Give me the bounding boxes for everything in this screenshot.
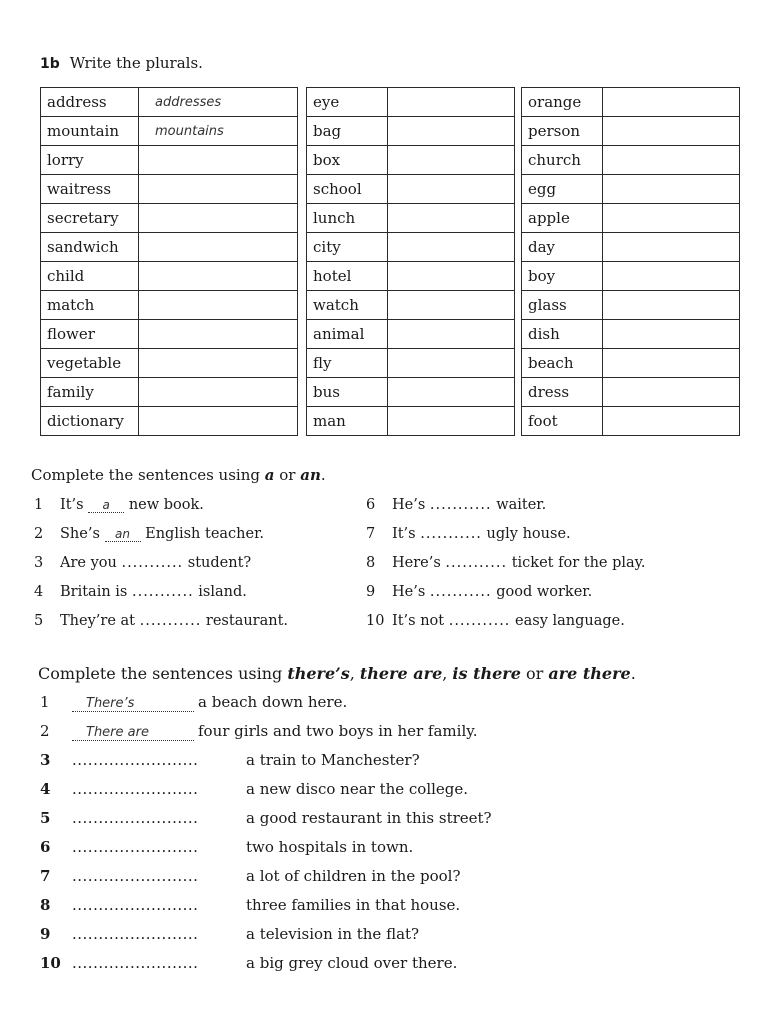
title-text: . bbox=[320, 466, 326, 484]
sentence-text: four girls and two boys in her family. bbox=[198, 722, 478, 740]
singular-word: egg bbox=[522, 175, 603, 204]
there-sentence bbox=[40, 722, 478, 741]
item-number: 9 bbox=[40, 925, 51, 943]
answer-blank[interactable]: ........................ bbox=[72, 838, 199, 856]
answer-blank[interactable]: ........................ bbox=[72, 809, 199, 827]
answer-blank[interactable]: ........... bbox=[121, 555, 184, 571]
item-number: 2 bbox=[34, 526, 44, 542]
item-number: 4 bbox=[34, 584, 44, 600]
singular-word: hotel bbox=[307, 262, 388, 291]
plural-answer-cell[interactable] bbox=[139, 407, 298, 436]
sentence-end: ugly house. bbox=[481, 526, 571, 542]
plural-row bbox=[522, 204, 740, 233]
title-text: or bbox=[520, 664, 549, 683]
title-text: Complete the sentences using bbox=[38, 664, 288, 683]
plural-row bbox=[41, 291, 298, 320]
item-number: 5 bbox=[40, 809, 51, 827]
plural-answer-cell[interactable] bbox=[139, 175, 298, 204]
item-number: 7 bbox=[40, 867, 51, 885]
singular-word: eye bbox=[307, 88, 388, 117]
there-sentence bbox=[40, 780, 468, 798]
plural-row bbox=[307, 407, 515, 436]
plural-row bbox=[41, 349, 298, 378]
answer-blank[interactable]: ........... bbox=[448, 613, 511, 629]
singular-word: dictionary bbox=[41, 407, 139, 436]
plural-row bbox=[522, 117, 740, 146]
plural-answer-cell[interactable] bbox=[139, 320, 298, 349]
answer-blank[interactable]: an bbox=[105, 528, 141, 542]
plural-answer-cell[interactable] bbox=[139, 291, 298, 320]
sentence-start: It’s bbox=[60, 497, 89, 513]
plural-answer-cell[interactable] bbox=[603, 407, 740, 436]
item-number: 9 bbox=[366, 584, 376, 600]
a-an-sentence bbox=[366, 584, 592, 600]
plural-row bbox=[41, 117, 298, 146]
plural-row bbox=[41, 378, 298, 407]
item-number: 4 bbox=[40, 780, 51, 798]
plural-answer-cell[interactable] bbox=[603, 117, 740, 146]
sentence-end: student? bbox=[183, 555, 252, 571]
answer-blank[interactable]: ........... bbox=[139, 613, 202, 629]
singular-word: church bbox=[522, 146, 603, 175]
there-sentence bbox=[40, 838, 413, 856]
a-an-sentence bbox=[34, 584, 247, 600]
plural-row bbox=[41, 407, 298, 436]
plural-answer-cell[interactable] bbox=[603, 320, 740, 349]
plural-row bbox=[41, 262, 298, 291]
sentence-text: three families in that house. bbox=[246, 896, 461, 914]
singular-word: mountain bbox=[41, 117, 139, 146]
plural-row bbox=[41, 146, 298, 175]
sentence-start: He’s bbox=[392, 497, 430, 513]
item-number: 2 bbox=[40, 722, 50, 740]
plural-answer-cell[interactable] bbox=[139, 204, 298, 233]
plural-row bbox=[307, 378, 515, 407]
answer-blank[interactable]: ........... bbox=[420, 526, 482, 542]
plural-answer-cell[interactable] bbox=[603, 233, 740, 262]
sentence-start: It’s not bbox=[392, 613, 449, 629]
item-number: 8 bbox=[40, 896, 51, 914]
sentence-start: Here’s bbox=[392, 555, 446, 571]
plural-row bbox=[522, 262, 740, 291]
singular-word: bus bbox=[307, 378, 388, 407]
plural-row bbox=[41, 320, 298, 349]
sentence-end: good worker. bbox=[491, 584, 593, 600]
plural-row bbox=[522, 407, 740, 436]
sentence-text: a good restaurant in this street? bbox=[246, 809, 492, 827]
singular-word: box bbox=[307, 146, 388, 175]
a-an-sentence bbox=[366, 526, 571, 542]
a-an-sentence bbox=[366, 497, 546, 513]
plurals-table-3 bbox=[521, 87, 740, 436]
plural-answer-cell[interactable] bbox=[388, 204, 515, 233]
answer-blank[interactable]: There’s bbox=[72, 697, 194, 712]
plural-answer-cell[interactable] bbox=[603, 291, 740, 320]
singular-word: apple bbox=[522, 204, 603, 233]
plural-row bbox=[307, 146, 515, 175]
exercise-heading bbox=[40, 54, 203, 72]
plural-row bbox=[522, 378, 740, 407]
answer-blank[interactable]: ........... bbox=[429, 584, 492, 600]
plural-row bbox=[522, 88, 740, 117]
plural-row bbox=[522, 175, 740, 204]
plural-answer-cell[interactable] bbox=[139, 378, 298, 407]
answer-blank[interactable]: ........................ bbox=[72, 925, 199, 943]
singular-word: match bbox=[41, 291, 139, 320]
item-number: 5 bbox=[34, 613, 44, 629]
plural-answer-cell[interactable] bbox=[388, 88, 515, 117]
singular-word: address bbox=[41, 88, 139, 117]
sentence-end: English teacher. bbox=[140, 526, 265, 542]
a-an-sentence bbox=[366, 555, 646, 571]
plural-answer-cell[interactable] bbox=[603, 378, 740, 407]
singular-word: foot bbox=[522, 407, 603, 436]
sentence-end: island. bbox=[193, 584, 247, 600]
item-number: 8 bbox=[366, 555, 376, 571]
plural-answer-cell[interactable] bbox=[388, 262, 515, 291]
plural-row bbox=[522, 291, 740, 320]
there-sentence bbox=[40, 954, 457, 972]
sentence-text: a television in the flat? bbox=[246, 925, 420, 943]
plural-answer-cell[interactable] bbox=[388, 175, 515, 204]
a-an-sentence bbox=[34, 613, 288, 629]
plural-row bbox=[307, 175, 515, 204]
there-sentence bbox=[40, 896, 460, 914]
answer-blank[interactable]: ........... bbox=[131, 584, 194, 600]
answer-blank[interactable]: ........... bbox=[445, 555, 508, 571]
sentence-end: ticket for the play. bbox=[507, 555, 646, 571]
item-number: 6 bbox=[366, 497, 376, 513]
keyword: are there bbox=[548, 664, 631, 683]
plurals-table-1 bbox=[40, 87, 298, 436]
there-sentence bbox=[40, 925, 419, 943]
there-sentence bbox=[40, 751, 420, 769]
singular-word: glass bbox=[522, 291, 603, 320]
answer-blank[interactable]: ........................ bbox=[72, 780, 199, 798]
sentence-end: restaurant. bbox=[201, 613, 289, 629]
plural-row bbox=[41, 233, 298, 262]
singular-word: person bbox=[522, 117, 603, 146]
item-number: 1 bbox=[40, 693, 50, 711]
plural-answer-cell[interactable]: mountains bbox=[139, 117, 298, 146]
item-number: 6 bbox=[40, 838, 51, 856]
plural-row bbox=[307, 233, 515, 262]
plural-answer-cell[interactable] bbox=[139, 146, 298, 175]
plural-row bbox=[522, 320, 740, 349]
plural-answer-cell[interactable] bbox=[139, 349, 298, 378]
plural-row bbox=[307, 291, 515, 320]
exercise-instruction: Write the plurals. bbox=[69, 54, 203, 72]
singular-word: bag bbox=[307, 117, 388, 146]
a-an-section-title bbox=[31, 466, 326, 484]
plural-answer-cell[interactable] bbox=[603, 146, 740, 175]
plural-row bbox=[41, 88, 298, 117]
title-text: , bbox=[442, 664, 453, 683]
singular-word: day bbox=[522, 233, 603, 262]
singular-word: child bbox=[41, 262, 139, 291]
title-text: or bbox=[274, 466, 301, 484]
singular-word: fly bbox=[307, 349, 388, 378]
sentence-start: She’s bbox=[60, 526, 105, 542]
singular-word: sandwich bbox=[41, 233, 139, 262]
item-number: 7 bbox=[366, 526, 376, 542]
sentence-end: new book. bbox=[124, 497, 204, 513]
item-number: 1 bbox=[34, 497, 44, 513]
singular-word: school bbox=[307, 175, 388, 204]
plural-answer-cell[interactable]: addresses bbox=[139, 88, 298, 117]
singular-word: dish bbox=[522, 320, 603, 349]
plural-row bbox=[522, 349, 740, 378]
plural-answer-cell[interactable] bbox=[603, 262, 740, 291]
plural-row bbox=[307, 262, 515, 291]
keyword: there’s bbox=[287, 664, 350, 683]
singular-word: boy bbox=[522, 262, 603, 291]
plural-row bbox=[41, 204, 298, 233]
plural-answer-cell[interactable] bbox=[388, 320, 515, 349]
title-text: Complete the sentences using bbox=[31, 466, 265, 484]
a-an-sentence bbox=[366, 613, 625, 629]
singular-word: secretary bbox=[41, 204, 139, 233]
singular-word: beach bbox=[522, 349, 603, 378]
singular-word: lunch bbox=[307, 204, 388, 233]
plural-answer-cell[interactable] bbox=[603, 204, 740, 233]
a-an-sentence bbox=[34, 555, 251, 571]
answer-blank[interactable]: There are bbox=[72, 726, 194, 741]
sentence-start: Are you bbox=[60, 555, 122, 571]
plural-row bbox=[307, 117, 515, 146]
answer-blank[interactable]: ........................ bbox=[72, 867, 199, 885]
keyword: there are bbox=[359, 664, 443, 683]
item-number: 10 bbox=[366, 613, 385, 629]
sentence-start: Britain is bbox=[60, 584, 132, 600]
singular-word: waitress bbox=[41, 175, 139, 204]
sentence-text: two hospitals in town. bbox=[246, 838, 414, 856]
item-number: 10 bbox=[40, 954, 61, 972]
answer-blank[interactable]: ........... bbox=[429, 497, 492, 513]
sentence-text: a big grey cloud over there. bbox=[246, 954, 458, 972]
plural-answer-cell[interactable] bbox=[388, 407, 515, 436]
a-an-sentence bbox=[34, 526, 264, 542]
plural-answer-cell[interactable] bbox=[388, 117, 515, 146]
plural-answer-cell[interactable] bbox=[139, 233, 298, 262]
plural-answer-cell[interactable] bbox=[388, 233, 515, 262]
plural-answer-cell[interactable] bbox=[388, 378, 515, 407]
singular-word: flower bbox=[41, 320, 139, 349]
plural-answer-cell[interactable] bbox=[388, 291, 515, 320]
sentence-text: a beach down here. bbox=[198, 693, 348, 711]
title-text: . bbox=[630, 664, 636, 683]
plural-row bbox=[522, 233, 740, 262]
plurals-table-2 bbox=[306, 87, 515, 436]
a-an-sentence bbox=[34, 497, 204, 513]
there-section-title bbox=[38, 664, 636, 683]
there-sentence bbox=[40, 693, 347, 712]
plural-answer-cell[interactable] bbox=[603, 349, 740, 378]
answer-blank[interactable]: ........................ bbox=[72, 896, 199, 914]
sentence-text: a train to Manchester? bbox=[246, 751, 420, 769]
plural-answer-cell[interactable] bbox=[603, 175, 740, 204]
sentence-end: easy language. bbox=[510, 613, 625, 629]
keyword: an bbox=[300, 466, 321, 484]
plural-row bbox=[307, 349, 515, 378]
sentence-text: a lot of children in the pool? bbox=[246, 867, 461, 885]
singular-word: city bbox=[307, 233, 388, 262]
item-number: 3 bbox=[40, 751, 51, 769]
answer-blank[interactable]: ........................ bbox=[72, 954, 199, 972]
singular-word: orange bbox=[522, 88, 603, 117]
plural-row bbox=[522, 146, 740, 175]
sentence-start: They’re at bbox=[60, 613, 140, 629]
item-number: 3 bbox=[34, 555, 44, 571]
plural-answer-cell[interactable] bbox=[139, 262, 298, 291]
singular-word: man bbox=[307, 407, 388, 436]
answer-blank[interactable]: a bbox=[88, 499, 124, 513]
sentence-text: a new disco near the college. bbox=[246, 780, 469, 798]
keyword: is there bbox=[452, 664, 521, 683]
answer-blank[interactable]: ........................ bbox=[72, 751, 199, 769]
title-text: , bbox=[349, 664, 360, 683]
keyword: a bbox=[264, 466, 275, 484]
sentence-start: He’s bbox=[392, 584, 430, 600]
sentence-start: It’s bbox=[392, 526, 421, 542]
plural-row bbox=[307, 320, 515, 349]
singular-word: watch bbox=[307, 291, 388, 320]
singular-word: family bbox=[41, 378, 139, 407]
plural-answer-cell[interactable] bbox=[388, 349, 515, 378]
there-sentence bbox=[40, 867, 460, 885]
there-sentence bbox=[40, 809, 492, 827]
singular-word: vegetable bbox=[41, 349, 139, 378]
plural-answer-cell[interactable] bbox=[603, 88, 740, 117]
singular-word: lorry bbox=[41, 146, 139, 175]
plural-row bbox=[307, 204, 515, 233]
sentence-end: waiter. bbox=[491, 497, 547, 513]
plural-answer-cell[interactable] bbox=[388, 146, 515, 175]
singular-word: animal bbox=[307, 320, 388, 349]
plural-row bbox=[41, 175, 298, 204]
singular-word: dress bbox=[522, 378, 603, 407]
exercise-number: 1b bbox=[40, 56, 60, 72]
plural-row bbox=[307, 88, 515, 117]
